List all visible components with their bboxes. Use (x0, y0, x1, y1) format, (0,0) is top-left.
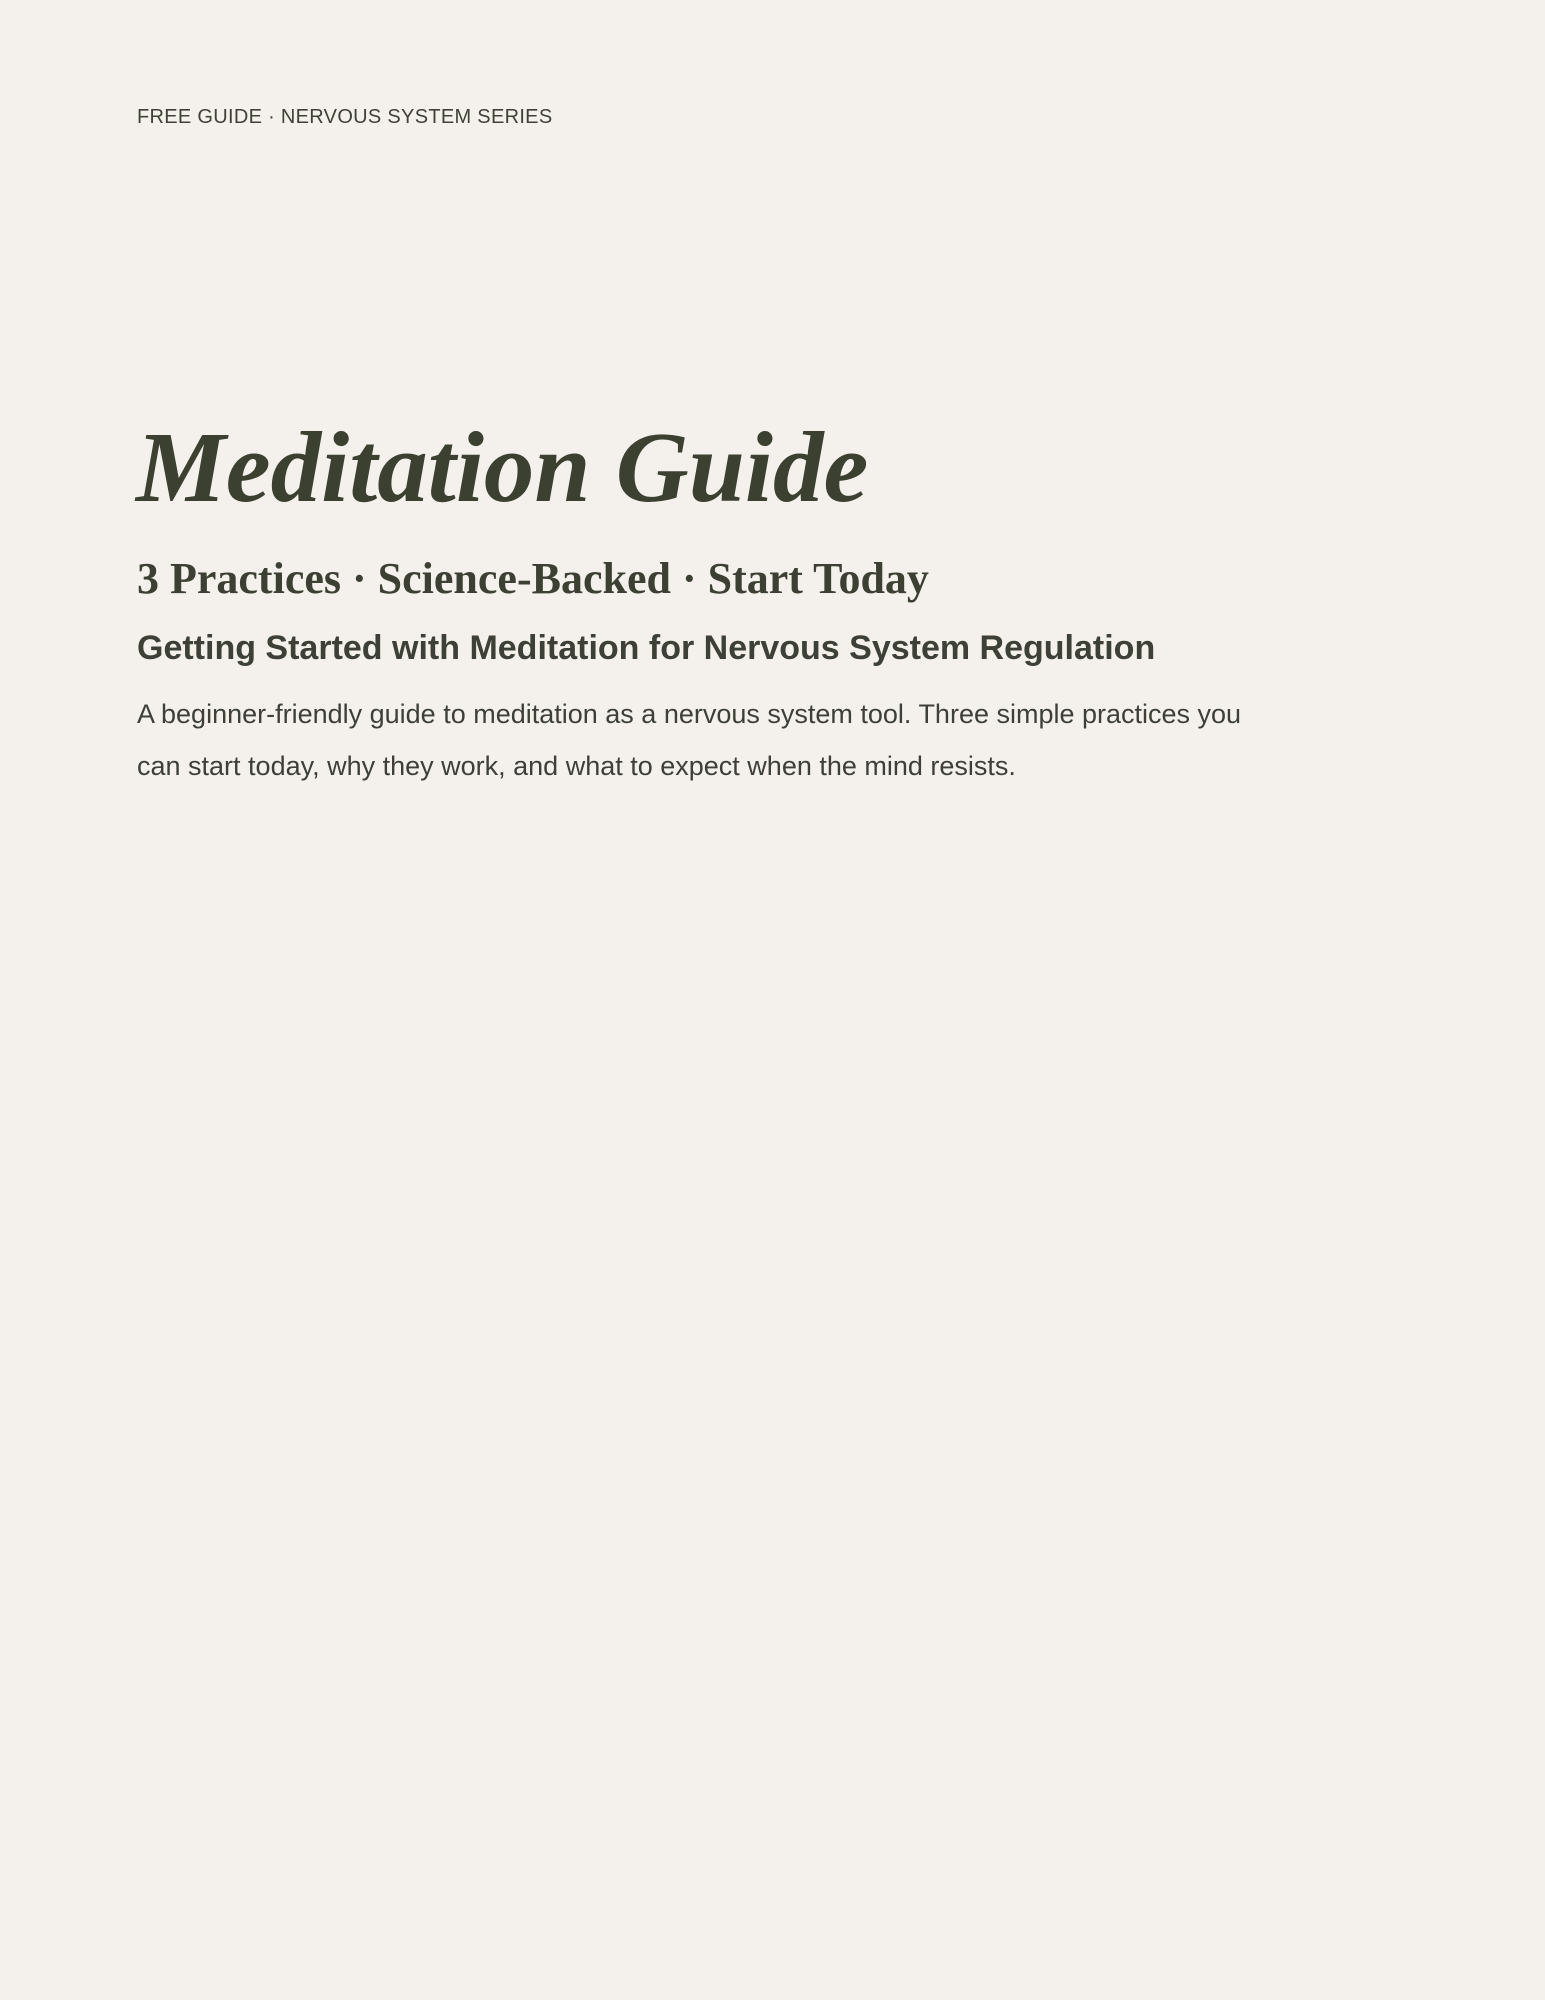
series-label: FREE GUIDE · NERVOUS SYSTEM SERIES (137, 106, 553, 128)
guide-tagline: 3 Practices · Science-Backed · Start Today (137, 554, 929, 603)
guide-title: Meditation Guide (136, 411, 869, 523)
guide-description: A beginner-friendly guide to meditation as a nervous system tool. Three simple practices you can start today, why they work, and what to expect when the mind resists. (137, 699, 1242, 781)
guide-subtitle: Getting Started with Meditation for Nervous System Regulation (137, 629, 1156, 667)
